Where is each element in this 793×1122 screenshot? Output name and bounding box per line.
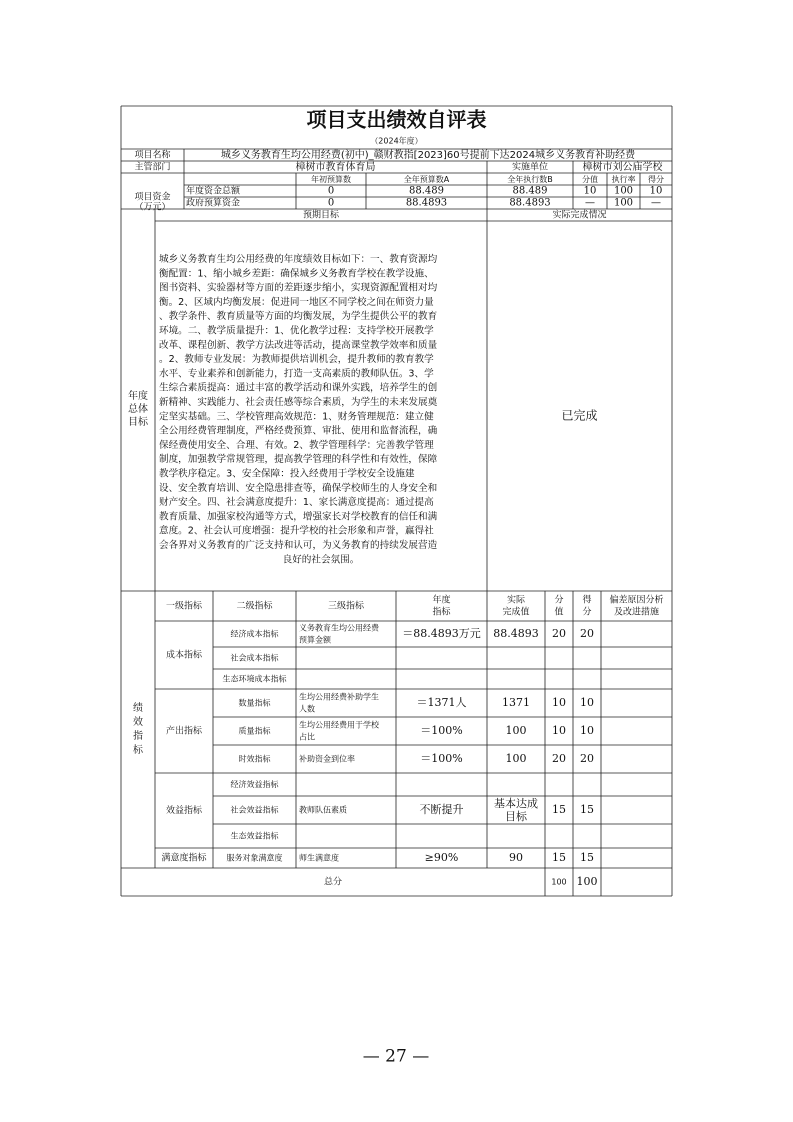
funds-header-0: 年初预算数: [311, 175, 351, 184]
indicator-header-level1: 一级指标: [165, 601, 203, 612]
indicator-target-4: ＝100%: [420, 724, 463, 737]
indicator-level1-3: 满意度指标: [161, 853, 207, 864]
goal-text-line-13: 保经费使用安全、合理、有效。2、教学管理科学：完善教学管理: [159, 439, 434, 451]
goal-text-line-11: 定坚实基础。三、学校管理高效规范：1、财务管理规范：建立健: [159, 411, 434, 423]
goal-side-label-2: 目标: [128, 417, 148, 428]
indicator-actual-5: 100: [505, 752, 527, 765]
indicator-weight-4: 10: [552, 724, 566, 737]
indicator-target-9: ≥90%: [424, 851, 459, 864]
indicator-level1-1: 产出指标: [165, 726, 203, 737]
goal-text-line-12: 全公用经费管理制度，严格经费预算、审批、使用和监督流程，确: [159, 425, 438, 437]
funds-header-1: 全年预算数A: [403, 175, 450, 184]
funds-header-4: 执行率: [611, 175, 636, 184]
indicator-header-target-2: 指标: [432, 607, 451, 618]
funds-row-0-value-5: 10: [649, 185, 663, 197]
goal-text-line-9: 生综合素质提高：通过丰富的教学活动和课外实践，培养学生的创: [159, 382, 438, 394]
indicator-level2-2: 生态环境成本指标: [222, 674, 287, 684]
goal-text-line-1: 衡配置：1、缩小城乡差距：确保城乡义务教育学校在教学设施、: [159, 268, 434, 280]
goal-text-line-14: 制度，加强教学常规管理，提高教学管理的科学性和有效性，保障: [159, 454, 438, 466]
indicator-level2-1: 社会成本指标: [230, 653, 279, 663]
indicator-header-level2: 二级指标: [236, 601, 273, 612]
department-label: 主管部门: [134, 162, 171, 173]
goal-text-line-8: 水平、专业素养和创新能力，打造一支高素质的教师队伍。3、学: [159, 368, 434, 380]
indicator-header-weight-1: 分: [554, 595, 564, 606]
goal-text-line-17: 财产安全。四、社会满意度提升：1、家长满意度提高：通过提高: [159, 497, 434, 509]
funds-row-label-1: 政府预算资金: [186, 198, 241, 209]
indicator-level2-7: 社会效益指标: [230, 805, 279, 815]
goal-text-line-10: 新精神、实践能力、社会责任感等综合素质，为学生的未来发展奠: [159, 397, 438, 408]
goal-text-line-15: 教学秩序稳定。3、安全保障：投入经费用于学校安全设施建: [159, 468, 415, 480]
indicator-score-9: 15: [580, 851, 594, 864]
indicator-header-weight-2: 值: [554, 607, 564, 618]
indicator-level2-3: 数量指标: [238, 698, 271, 708]
indicator-level2-4: 质量指标: [238, 726, 271, 736]
funds-row-1-value-2: 88.4893: [509, 197, 551, 209]
indicator-level3-9: 师生满意度: [299, 853, 339, 863]
indicator-level3-3-a: 生均公用经费补助学生: [299, 692, 379, 702]
indicator-level1-0: 成本指标: [165, 650, 203, 661]
total-weight: 100: [551, 877, 567, 887]
implementing-unit-label: 实施单位: [511, 162, 549, 173]
indicator-target-3: ＝1371人: [416, 696, 467, 709]
indicator-side-label-2: 指: [133, 731, 143, 742]
indicator-level3-7: 教师队伍素质: [299, 805, 347, 815]
goal-side-label-0: 年度: [128, 391, 148, 402]
indicator-weight-3: 10: [552, 696, 566, 709]
indicator-target-7: 不断提升: [419, 803, 464, 816]
goal-side-label-1: 总体: [128, 404, 148, 415]
indicator-side-label-1: 效: [133, 717, 143, 728]
indicator-level2-6: 经济效益指标: [230, 780, 279, 789]
funds-header-3: 分值: [582, 175, 598, 184]
indicator-weight-9: 15: [552, 851, 566, 864]
indicator-level3-0-a: 义务教育生均公用经费: [299, 623, 379, 633]
indicator-score-5: 20: [580, 752, 594, 765]
project-name-value: 城乡义务教育生均公用经费(初中)_赣财教指[2023]60号提前下达2024城乡义务教育补助经费: [220, 150, 636, 161]
indicator-level2-5: 时效指标: [238, 754, 271, 764]
expected-goal-header: 预期目标: [302, 210, 340, 221]
project-name-label: 项目名称: [134, 150, 171, 161]
funds-row-label-0: 年度资金总额: [186, 186, 241, 197]
indicator-target-5: ＝100%: [420, 752, 463, 765]
funds-row-1-value-4: 100: [613, 197, 634, 209]
sheet-year: （2024年度）: [370, 136, 423, 146]
total-label: 总分: [323, 877, 343, 888]
indicator-header-actual-1: 实际: [506, 595, 526, 606]
indicator-score-0: 20: [580, 627, 594, 640]
indicator-header-level3: 三级指标: [327, 601, 365, 612]
goal-text-line-6: 改革、课程创新、教学方法改进等活动，提高课堂教学效率和质量: [159, 339, 438, 351]
total-score: 100: [576, 875, 598, 888]
indicator-level3-5: 补助资金到位率: [299, 754, 355, 764]
indicator-header-target-1: 年度: [432, 595, 451, 606]
funds-row-1-value-5: —: [651, 197, 661, 209]
indicator-actual-7-a: 基本达成: [494, 797, 538, 810]
indicator-header-actual-2: 完成值: [502, 607, 530, 618]
indicator-weight-7: 15: [552, 803, 566, 816]
indicator-weight-0: 20: [552, 627, 566, 640]
indicator-target-0: ＝88.4893万元: [402, 627, 481, 640]
indicator-level3-0-b: 预算金额: [299, 635, 331, 645]
indicator-side-label-0: 绩: [133, 703, 143, 714]
goal-text-line-20: 会各界对义务教育的广泛支持和认可，为义务教育的持续发展营造: [159, 540, 438, 551]
indicator-header-reason-2: 及改进措施: [613, 607, 660, 618]
funds-header-5: 得分: [648, 175, 664, 184]
goal-text-line-19: 意度。2、社会认可度增强：提升学校的社会形象和声誉，赢得社: [159, 525, 434, 537]
department-value: 樟树市教育体育局: [295, 162, 376, 173]
indicator-level3-4-a: 生均公用经费用于学校: [299, 720, 379, 730]
indicator-actual-9: 90: [509, 851, 523, 864]
indicator-actual-0: 88.4893: [493, 627, 539, 640]
indicator-header-reason-1: 偏差原因分析: [609, 595, 664, 606]
goal-text-line-5: 环境。二、教学质量提升：1、优化教学过程：支持学校开展教学: [159, 325, 434, 337]
funds-label-line1: 项目资金: [134, 192, 171, 203]
indicator-score-7: 15: [580, 803, 594, 816]
funds-row-0-value-1: 88.489: [409, 185, 444, 197]
indicator-side-label-3: 标: [133, 745, 143, 756]
goal-text-line-3: 衡。2、区域内均衡发展：促进同一地区不同学校之间在师资力量: [159, 296, 434, 308]
indicator-level1-2: 效益指标: [165, 806, 203, 816]
goal-text-line-7: 。2、教师专业发展：为教师提供培训机会，提升教师的教育教学: [159, 354, 434, 366]
indicator-level2-0: 经济成本指标: [230, 629, 279, 639]
indicator-actual-3: 1371: [502, 696, 530, 709]
indicator-actual-7-b: 目标: [505, 810, 527, 823]
indicator-level3-4-b: 占比: [299, 732, 315, 742]
indicator-level2-8: 生态效益指标: [230, 831, 279, 841]
goal-text-line-16: 设、安全教育培训、安全隐患排查等，确保学校师生的人身安全和: [159, 482, 438, 494]
funds-row-1-value-0: 0: [327, 197, 335, 209]
goal-text-line-2: 图书资料、实验器材等方面的差距逐步缩小，实现资源配置相对均: [159, 282, 438, 294]
goal-text-line-18: 教育质量、加强家校沟通等方式，增强家长对学校教育的信任和满: [159, 511, 438, 523]
funds-row-0-value-2: 88.489: [512, 185, 548, 197]
indicator-actual-4: 100: [505, 724, 527, 737]
funds-row-1-value-1: 88.4893: [405, 197, 448, 209]
sheet-title: 项目支出绩效自评表: [306, 107, 487, 132]
indicator-header-score-2: 分: [582, 607, 592, 618]
implementing-unit-value: 樟树市刘公庙学校: [582, 162, 663, 173]
indicator-weight-5: 20: [552, 752, 566, 765]
funds-row-0-value-4: 100: [613, 185, 634, 197]
page-number: — 27 —: [362, 1046, 430, 1067]
goal-text-line-4: 、教学条件、教育质量等方面的均衡发展，为学生提供公平的教育: [159, 311, 438, 323]
indicator-score-3: 10: [580, 696, 594, 709]
funds-row-1-value-3: —: [585, 197, 595, 209]
indicator-header-score-1: 得: [582, 595, 592, 606]
indicator-level2-9: 服务对象满意度: [226, 853, 283, 863]
actual-completion-value: 已完成: [561, 408, 598, 423]
indicator-score-4: 10: [580, 724, 594, 737]
goal-text-line-0: 城乡义务教育生均公用经费的年度绩效目标如下：一、教育资源均: [159, 254, 438, 265]
goal-text-line-21: 良好的社会氛围。: [282, 554, 360, 566]
funds-label-line2: （万元）: [134, 202, 171, 213]
funds-row-0-value-0: 0: [327, 185, 335, 197]
funds-header-2: 全年执行数B: [507, 175, 553, 184]
indicator-level3-3-b: 人数: [299, 704, 315, 714]
funds-row-0-value-3: 10: [583, 185, 597, 197]
actual-completion-header: 实际完成情况: [552, 210, 607, 221]
